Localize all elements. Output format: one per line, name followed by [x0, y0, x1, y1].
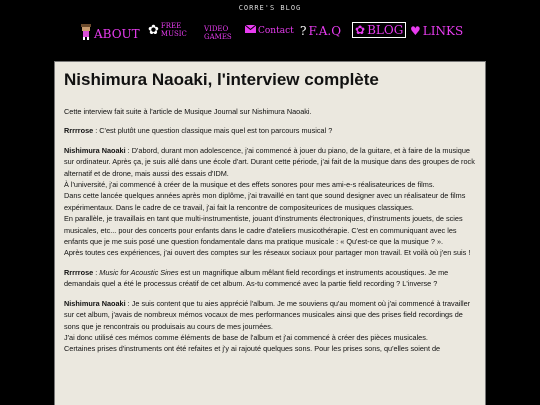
nav-free-music[interactable] — [148, 22, 187, 38]
article-title: Nishimura Naoaki, l'interview complète — [64, 70, 379, 89]
answer-1-line-1: : D'abord, durant mon adolescence, j'ai commencé à jouer du piano, de la guitare, et à faire de la musique sur ordinateur. Après ça, je suis allé dans une école d'art. Durant cette période, j'ai fait de la musique dans des groupes de rock alternatif et de drone, mais aussi des essais d'IDM. — [64, 145, 475, 178]
question-2-album-title: Music for Acoustic Sines — [99, 267, 179, 277]
flower-icon: ✿ — [355, 23, 366, 37]
nav-links-label: LINKS — [422, 24, 464, 38]
article-intro: Cette interview fait suite à l'article de Musique Journal sur Nishimura Naoaki. — [64, 107, 312, 116]
answer-2-line-1: : Je suis content que tu aies apprécié l'album. Je me souviens qu'au moment où j'ai commencé à travailler sur cet album, j'avais de nombreux mémos vocaux de mes performances musicales ainsi que des prises field recordings de sons que je rencontrais ou produisais au cours de mes journées. — [64, 298, 471, 331]
answer-1-line-4: En parallèle, je travaillais en tant que multi-instrumentiste, jouant d'instruments électroniques, d'instruments jouets, de scies musicales, etc... pour des concerts pour enfants dans le cadre d'ateliers musicothérapie. C'est en communiquant avec les enfants que je me suis posé une question fondamentale dans ma pratique musicale : « Qu'est-ce que la musique ? ». — [64, 214, 463, 247]
question-2-text: est un magnifique album mêlant field recordings et instruments acoustiques. Je me demandais quel a été le processus créatif de cet album. As-tu commencé avec la partie field recording ? L'inverse ? — [64, 267, 449, 289]
nav-faq-label: F.A.Q — [308, 24, 342, 38]
site-logo[interactable]: CORRE'S BLOG — [238, 4, 302, 12]
article-panel — [54, 61, 486, 405]
answer-2 — [64, 298, 476, 355]
nav-music-label-top: FREE — [160, 22, 182, 30]
question-2-prefix: : — [93, 267, 100, 277]
answer-1 — [64, 145, 476, 259]
nav-music-label-bottom: MUSIC — [160, 30, 187, 38]
character-icon — [80, 24, 92, 43]
nav-contact-label: Contact — [258, 25, 294, 36]
main-nav — [80, 22, 500, 44]
nav-contact[interactable] — [245, 25, 294, 36]
question-icon: ? — [300, 24, 307, 38]
heart-icon: ♥ — [410, 24, 421, 38]
nav-blog-label: BLOG — [367, 23, 404, 37]
question-2-speaker: Rrrrrose — [64, 267, 94, 277]
nav-videogames-label-top: VIDEO — [204, 25, 229, 33]
answer-1-speaker: Nishimura Naoaki — [64, 145, 126, 155]
question-2 — [64, 267, 476, 290]
answer-2-line-3: Certaines prises d'instruments ont été refaites et j'y ai rajouté quelques sons. Pour les prises sons, qu'elles soient de — [64, 344, 441, 354]
nav-videogames[interactable] — [204, 25, 232, 41]
nav-videogames-label-bottom: GAMES — [204, 33, 232, 41]
question-1 — [64, 125, 476, 136]
question-1-speaker: Rrrrrose — [64, 126, 94, 136]
nav-links[interactable] — [410, 24, 463, 38]
question-1-text: : C'est plutôt une question classique mais quel est ton parcours musical ? — [93, 126, 333, 136]
answer-1-line-2: À l'université, j'ai commencé à créer de la musique et des effets sonores pour mes ami-e-s réalisateurices de films. — [64, 180, 435, 190]
nav-blog[interactable] — [352, 22, 406, 38]
answer-1-line-3: Dans cette lancée quelques années après mon diplôme, j'ai travaillé en tant que sound designer avec un réalisateur de films expérimentaux. Dans le cadre de ce travail, j'ai fait la rencontre de compositeurices de musiques classiques. — [64, 191, 466, 212]
gear-icon: ✿ — [148, 22, 159, 38]
nav-about-label: ABOUT — [94, 26, 140, 41]
answer-2-line-2: J'ai donc utilisé ces mémos comme éléments de base de l'album et j'ai commencé à créer des pièces musicales. — [64, 332, 428, 342]
nav-about[interactable] — [80, 24, 140, 43]
answer-1-line-5: Après toutes ces expériences, j'ai ouvert des comptes sur les réseaux sociaux pour partager mon travail. Et voilà où j'en suis ! — [64, 248, 471, 258]
answer-2-speaker: Nishimura Naoaki — [64, 298, 126, 308]
nav-faq[interactable] — [300, 24, 341, 38]
envelope-icon — [245, 25, 256, 36]
